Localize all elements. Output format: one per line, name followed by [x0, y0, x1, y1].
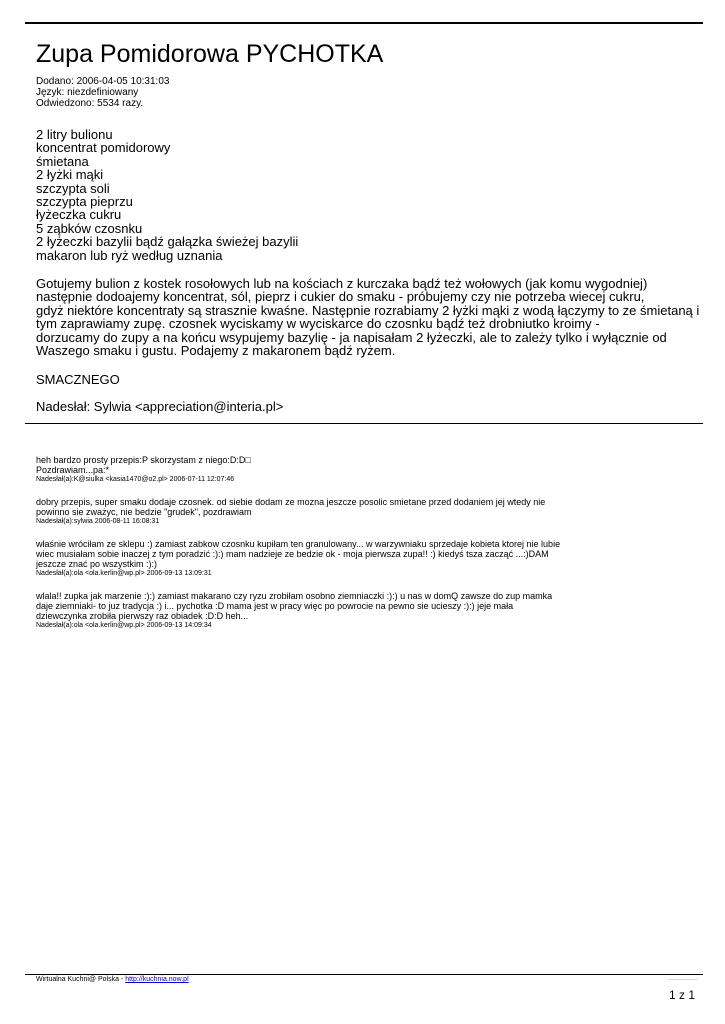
instruction-line: Gotujemy bulion z kostek rosołowych lub na kościach z kurczaka bądź też wołowych (jak komu wygodniej) [36, 276, 648, 291]
recipe-meta [36, 76, 169, 109]
comment [36, 539, 676, 578]
comment-text-line: Pozdrawiam...pa:* [36, 465, 110, 475]
ingredient-line: 2 litry bulionu [36, 127, 113, 142]
comment [36, 455, 676, 484]
ingredient-line: szczypta pieprzu [36, 194, 133, 210]
page-number: 1 z 1 [668, 988, 695, 1002]
ingredients-list [36, 128, 298, 262]
section-divider [25, 423, 703, 424]
comment-text-line: dobry przepis, super smaku dodaje czosnek. od siebie dodam ze mozna jeszcze posolic smietane przed dodaniem jej wtedy nie [36, 497, 546, 507]
instructions-paragraph [36, 277, 699, 357]
instruction-line: tym zaprawiamy zupę. czosnek wyciskamy w wyciskarce do czosnku bądź też drobniutko kroimy - [36, 316, 600, 332]
footer-divider [25, 974, 703, 975]
comment-text-line: powinno sie zważyc, nie bedzie "grudek", pozdrawiam [36, 507, 252, 517]
ingredient-line: 5 ząbków czosnku [36, 220, 143, 236]
comment [36, 497, 676, 526]
ingredient-line: 2 łyżki mąki [36, 167, 104, 183]
ingredient-line: szczypta soli [36, 180, 110, 196]
comment-text-line: wlala!! zupka jak marzenie :):) zamiast makarano czy ryzu zrobiłam osobno ziemniaczki :):) u nas w domQ zawsze do zup mamka [36, 591, 553, 601]
ingredient-line: 2 łyżeczki bazylii bądź gałązka świeżej bazylii [36, 234, 299, 250]
comment-text-line: daje ziemniaki- to juz tradycja :) i... pychotka :D mama jest w pracy więc po powrocie na pewno sie ucieszy :):) jeje mała [36, 601, 514, 611]
instruction-line: Waszego smaku i gustu. Podajemy z makaronem bądź ryżem. [36, 343, 396, 359]
language: Język: niezdefiniowany [36, 87, 139, 98]
site-link[interactable]: http://kuchnia.now.pl [125, 976, 189, 983]
ingredient-line: makaron lub ryż według uznania [36, 247, 223, 263]
instruction-line: gdyż niektóre koncentraty są strasznie kwaśne. Następnie rozrabiamy 2 łyżki mąki z wodą łączymy to ze śmietaną i [36, 302, 700, 318]
comment-text-line: wiec musiałam sobie inaczej z tym poradzić :):) mam nadzieje ze bedzie ok - moja pierwsza zupa!! :) kiedyś tsza zacząć ...:)DAM [36, 549, 549, 559]
added-date: Dodano: 2006-04-05 10:31:03 [36, 76, 170, 87]
instruction-line: dorzucamy do zupy a na końcu wsypujemy bazylię - ja napisałam 2 łyżeczki, ale to zależy tylko i wyłącznie od [36, 329, 667, 345]
comment-signature: Nadesłał(a):K@siulka <kasia1470@o2.pl> 2006-07-11 12:07:46 [36, 476, 235, 483]
comments-section [36, 455, 676, 643]
author-line: Nadesłał: Sylwia <appreciation@interia.pl> [36, 399, 284, 414]
comment-text-line: jeszcze znać po wszystkim :):) [36, 559, 158, 569]
comment-text-line: właśnie wróciłam ze sklepu :) zamiast zabkow czosnku kupiłam ten granulowany... w warzywniaku sprzedaje kobieta ktorej nie lubie [36, 539, 561, 549]
visit-count: Odwiedzono: 5534 razy. [36, 98, 144, 109]
comment-signature: Nadesłał(a):sylwia 2006-08-11 16:08:31 [36, 518, 160, 525]
footer-faint-mark [668, 979, 698, 980]
comment-text-line: heh bardzo prosty przepis:P skorzystam z niego:D:D□ [36, 455, 251, 465]
ingredient-line: śmietana [36, 153, 89, 169]
comment-signature: Nadesłał(a):ola <ola.kerlin@wp.pl> 2006-09-13 13:09:31 [36, 570, 212, 577]
ingredient-line: łyżeczka cukru [36, 207, 122, 223]
top-divider [25, 22, 703, 24]
comment [36, 591, 676, 630]
instruction-line: następnie dodoajemy koncentrat, sól, pieprz i cukier do smaku - próbujemy czy nie potrzeba wiecej cukru, [36, 289, 645, 305]
footer-site-label: Wirtualna Kuchni@ Polska - [36, 976, 126, 983]
comment-text-line: dziewczynka zrobiła pierwszy raz obiadek :D:D heh... [36, 611, 249, 621]
footer [36, 976, 189, 983]
closing-text: SMACZNEGO [36, 372, 120, 387]
comment-signature: Nadesłał(a):ola <ola.kerlin@wp.pl> 2006-09-13 14:09:34 [36, 622, 212, 629]
ingredient-line: koncentrat pomidorowy [36, 140, 171, 156]
page-title: Zupa Pomidorowa PYCHOTKA [36, 40, 384, 68]
